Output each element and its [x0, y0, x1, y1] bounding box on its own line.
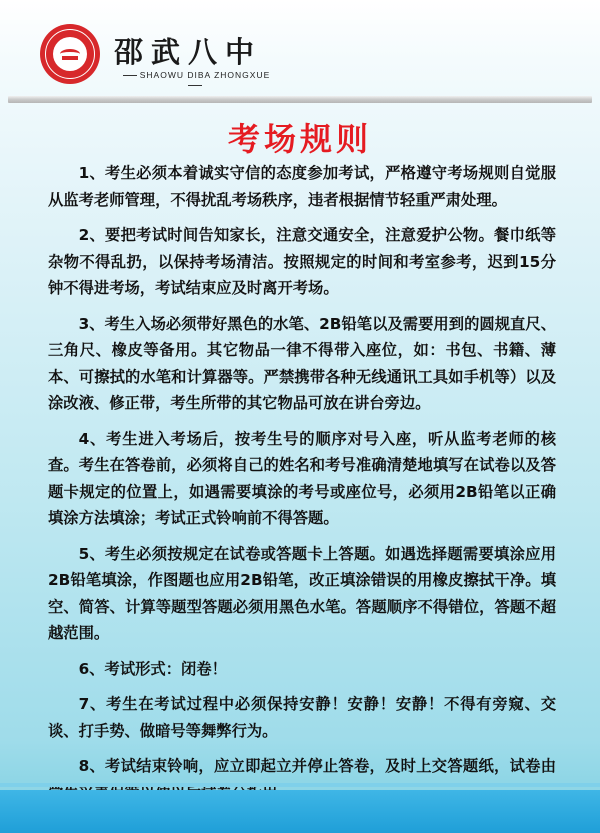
footer-line — [0, 783, 600, 787]
rule-item: 6、考试形式：闭卷！ — [78, 659, 227, 678]
rule-item: 4、考生进入考场后，按考生号的顺序对号入座，听从监考老师的核查。考生在答卷前，必须将自己的姓名和考号准确清楚地填写在试卷以及答题卡规定的位置上，如遇需要填涂的考号或座位号，必须用2B铅笔以正确填涂方法填涂；考试正式铃响前不得答题。 — [48, 429, 556, 527]
rule-item: 7、考生在考试过程中必须保持安静！安静！安静！不得有旁窥、交谈、打手势、做暗号等舞弊行为。 — [48, 695, 556, 740]
header-divider — [8, 96, 592, 103]
rule-item: 2、要把考试时间告知家长，注意交通安全，注意爱护公物。餐巾纸等杂物不得乱扔，以保持考场清洁。按照规定的时间和考室参考，迟到15分钟不得进考场，考试结束应及时离开考场。 — [48, 226, 556, 297]
header — [0, 0, 600, 92]
rule-item: 3、考生入场必须带好黑色的水笔、2B铅笔以及需要用到的圆规直尺、三角尺、橡皮等备用。其它物品一律不得带入座位，如：书包、书籍、薄本、可擦拭的水笔和计算器等。严禁携带各种无线通讯工具如手机等）以及涂改液、修正带，考生所带的其它物品可放在讲台旁边。 — [48, 314, 556, 412]
school-name-en: SHAOWU DIBA ZHONGXUE — [112, 70, 278, 90]
school-name: 邵武八中 — [114, 35, 263, 69]
rules-list — [48, 160, 556, 815]
school-seal-icon — [40, 24, 100, 84]
footer-band — [0, 790, 600, 833]
rule-item: 1、考生必须本着诚实守信的态度参加考试，严格遵守考场规则自觉服从监考老师管理，不得扰乱考场秩序，违者根据情节轻重严肃处理。 — [48, 164, 556, 209]
rule-item: 8、考试结束铃响，应立即起立并停止答卷，及时上交答题纸，试卷由 — [78, 757, 556, 775]
page-title: 考场规则 — [227, 120, 372, 158]
rule-item: 5、考生必须按规定在试卷或答题卡上答题。如遇选择题需要填涂应用2B铅笔填涂，作图题也应用2B铅笔，改正填涂错误的用橡皮擦拭干净。填空、简答、计算等题型答题必须用黑色水笔。答题顺序不得错位，答题不超越范围。 — [48, 544, 556, 642]
